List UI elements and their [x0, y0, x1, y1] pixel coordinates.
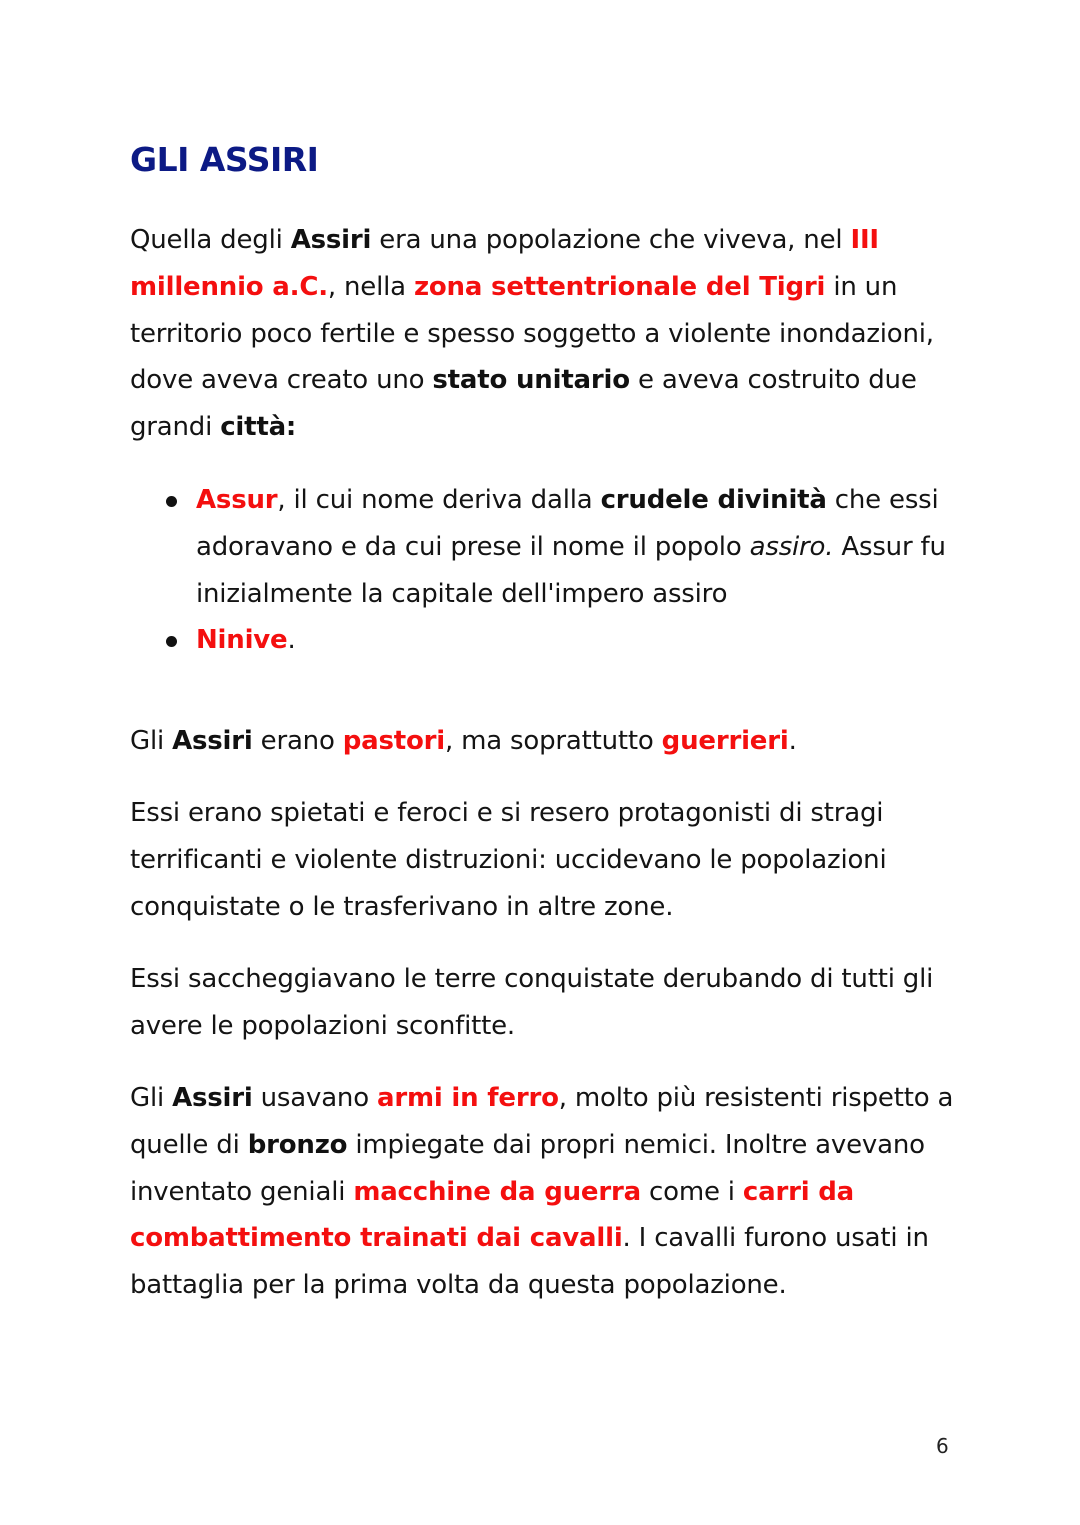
cities-list [130, 477, 960, 664]
highlight-millennio: III millennio a.C. [130, 225, 879, 302]
bold-bronzo: bronzo [247, 1129, 348, 1160]
paragraph-saccheggi: Essi saccheggiavano le terre conquistate derubando di tutti gli avere le popolazioni sconfitte. [130, 964, 934, 1041]
text-run: era una popolazione che viveva, nel [371, 225, 851, 255]
text-run: Gli [130, 1083, 173, 1113]
text-run: Assur fu inizialmente la capitale dell'impero assiro [196, 531, 946, 609]
list-item-assur [130, 477, 960, 617]
text-run: Gli [130, 726, 173, 756]
text-run: . [788, 726, 797, 756]
page-title: GLI ASSIRI [130, 140, 319, 179]
bold-assiri: Assiri [172, 726, 253, 756]
highlight-ninive: Ninive [196, 625, 288, 656]
text-run: , il cui nome deriva dalla [277, 485, 601, 515]
text-run: impiegate dai propri nemici. Inoltre avevano inventato geniali [130, 1129, 925, 1207]
page-number: 6 [936, 1434, 949, 1458]
highlight-armi-ferro: armi in ferro [377, 1083, 559, 1113]
highlight-assur: Assur [196, 485, 278, 515]
text-run: in un territorio poco fertile e spesso soggetto a violente inondazioni, dove aveva creato uno [130, 271, 934, 396]
highlight-zona-tigri: zona settentrionale del Tigri [413, 271, 826, 302]
text-run: Quella degli [130, 225, 291, 255]
paragraph-armi [130, 1075, 960, 1309]
highlight-macchine-guerra: macchine da guerra [353, 1176, 641, 1207]
bold-assiri: Assiri [290, 225, 372, 255]
bold-crudele-divinita: crudele divinità [600, 485, 827, 515]
text-run: , nella [327, 271, 414, 302]
highlight-pastori: pastori [342, 726, 445, 756]
text-run: . I cavalli furono usati in battaglia per la prima volta da questa popolazione. [130, 1223, 929, 1301]
bold-assiri: Assiri [172, 1083, 253, 1113]
text-run: come i [640, 1176, 743, 1207]
text-run: erano [252, 726, 343, 756]
text-run: , ma soprattutto [445, 726, 662, 756]
intro-paragraph [130, 217, 960, 451]
bold-citta: città: [220, 412, 297, 443]
list-item-ninive [130, 617, 960, 664]
text-run: e aveva costruito due grandi [130, 365, 917, 443]
paragraph-pastori-guerrieri [130, 718, 960, 765]
bold-stato-unitario: stato unitario [432, 365, 630, 396]
text-run: . [287, 625, 296, 656]
bullet-icon [166, 636, 177, 647]
paragraph-spietati: Essi erano spietati e feroci e si resero protagonisti di stragi terrificanti e violente distruzioni: uccidevano le popolazioni conquistate o le trasferivano in altre zone. [130, 798, 887, 922]
italic-assiro: assiro. [749, 531, 834, 562]
highlight-guerrieri: guerrieri [661, 726, 789, 756]
bullet-icon [166, 496, 177, 507]
text-run: che essi adoravano e da cui prese il nome il popolo [196, 485, 939, 562]
highlight-carri: carri da combattimento trainati dai cavalli [130, 1176, 855, 1254]
text-run: usavano [252, 1083, 377, 1113]
text-run: , molto più resistenti rispetto a quelle di [130, 1083, 954, 1160]
